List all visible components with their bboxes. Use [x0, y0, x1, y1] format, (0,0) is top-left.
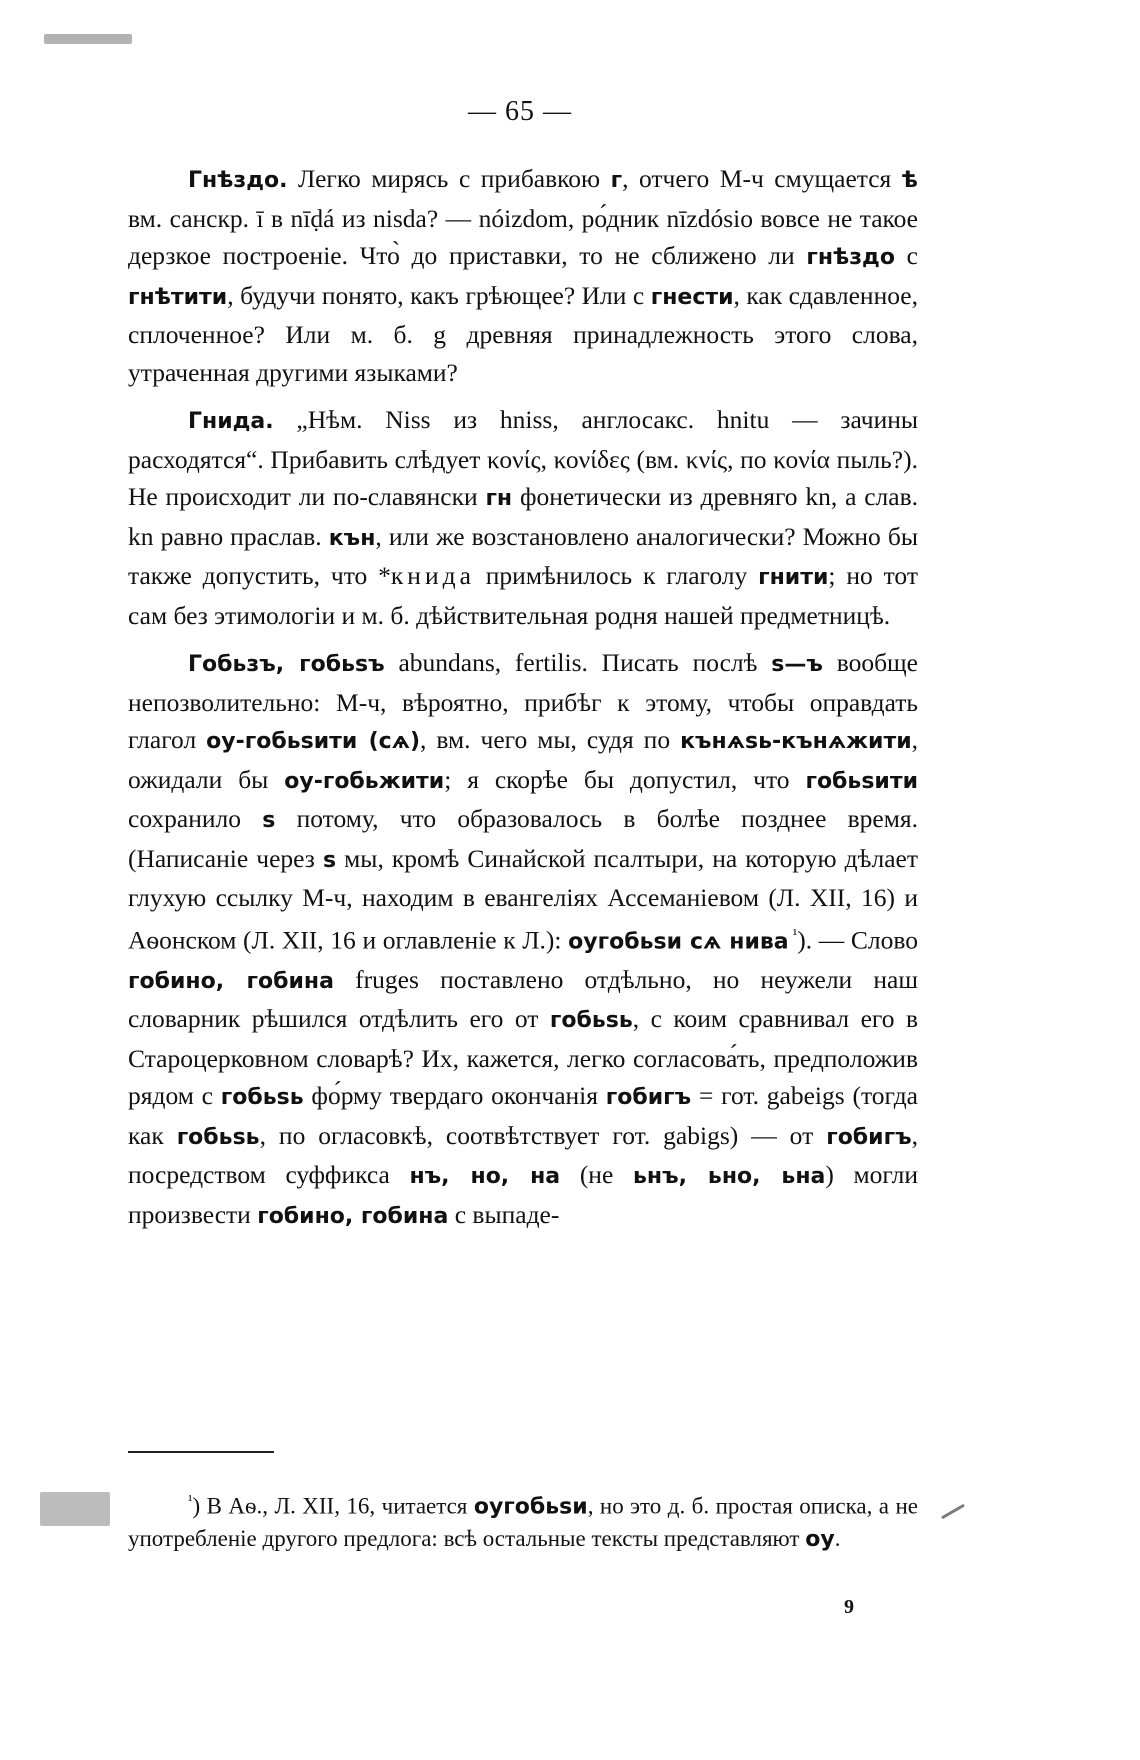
- church-slavonic-term: гн: [485, 486, 513, 511]
- text-run: fruges поставлено отдѣльно, но неужели наш словарник рѣшился отдѣлить его от: [128, 964, 918, 1033]
- church-slavonic-term: ѕ—ъ: [771, 652, 823, 677]
- church-slavonic-term: гобигъ: [826, 1124, 912, 1150]
- text-run: примѣнилось к глаголу: [474, 561, 759, 590]
- text-run: , посредством суффикса: [128, 1120, 918, 1189]
- body-text: [128, 160, 918, 1245]
- church-slavonic-term: ѕ: [262, 808, 276, 833]
- church-slavonic-term: гобьѕь: [549, 1008, 633, 1033]
- signature-mark: 9: [844, 1596, 854, 1618]
- church-slavonic-term: оу-гобьѕити (сѧ): [206, 729, 421, 754]
- church-slavonic-term: ѣ: [901, 168, 918, 193]
- church-slavonic-term: г: [610, 168, 623, 193]
- entry-gnida: [128, 401, 918, 634]
- text-run: фо́рму твердаго окончанія: [303, 1081, 606, 1110]
- church-slavonic-term: гнести: [650, 284, 734, 310]
- text-run: , отчего М-ч смущается: [622, 164, 902, 193]
- church-slavonic-term: оугобьѕи: [473, 1494, 588, 1520]
- footnote-marker: ¹: [188, 1493, 193, 1509]
- scan-noise-top-left: [44, 34, 132, 44]
- text-run: , но это д. б. простая описка, а не употребленіе другого предлога: всѣ остальные тексты представляют: [128, 1493, 918, 1551]
- text-run: ) В Аѳ., Л. XII, 16, читается: [192, 1493, 474, 1519]
- church-slavonic-term: оу: [805, 1526, 835, 1552]
- footnote: [128, 1486, 918, 1555]
- text-run: , ожидали бы: [128, 725, 919, 794]
- scan-mark-bottom-right: [941, 1504, 965, 1520]
- church-slavonic-term: оугобьѕи сѧ нива: [568, 929, 789, 954]
- text-run: ) могли произвести: [128, 1160, 918, 1229]
- church-slavonic-term: нъ, но, на: [409, 1164, 561, 1189]
- text-run: с: [894, 241, 918, 270]
- scan-noise-bottom-left: [40, 1492, 110, 1526]
- text-run: вообще непозволительно: М-ч, вѣроятно, прибѣг к этому, чтобы оправдать глагол: [128, 648, 919, 754]
- text-run: вм. санскр. ī в nīḍá из nisda? — nóizdom, ро́дник nīzdósio вовсе не такое дерзкое построеніе. Что̀ до приставки, то не сближено ли: [128, 203, 918, 270]
- text-run: „Нѣм. Niss из hniss, англосакс. hnitu — зачины расходятся“. Прибавить слѣдует κονίς, κονίδες (вм. κνίς, по κονία пыль?). Не происходит ли по-славянски: [128, 405, 918, 511]
- text-run: .: [834, 1525, 841, 1551]
- footnote-divider: [128, 1451, 274, 1453]
- church-slavonic-term: гобино, гобина: [257, 1203, 449, 1229]
- spaced-term: книда: [390, 561, 475, 590]
- text-run: = гот. gabeigs (тогда как: [128, 1081, 918, 1150]
- church-slavonic-term: гобино, гобина: [128, 968, 334, 994]
- text-run: с выпаде-: [448, 1199, 560, 1229]
- footnote-marker: ¹: [788, 926, 798, 943]
- entry-gnezdo: [128, 160, 918, 391]
- church-slavonic-term: гобигъ: [605, 1085, 692, 1110]
- text-run: , вм. чего мы, судя по: [420, 725, 681, 754]
- church-slavonic-term: Гобьзъ, гобьѕъ: [188, 652, 385, 677]
- church-slavonic-term: гнѣздо: [806, 245, 895, 270]
- text-run: , будучи понято, какъ грѣющее? Или с: [227, 280, 651, 310]
- church-slavonic-term: гобьѕь: [220, 1085, 304, 1110]
- text-run: Легко мирясь с прибавкою: [287, 164, 611, 193]
- text-run: , как сдавленное, сплоченное? Или м. б. g древняя принадлежность этого слова, утраченная другими языками?: [128, 280, 918, 387]
- text-run: ). — Слово: [797, 925, 918, 954]
- church-slavonic-term: гобьѕь: [176, 1124, 260, 1150]
- church-slavonic-term: Гнида.: [188, 409, 274, 434]
- page-number: — 65 —: [468, 96, 572, 127]
- text-run: ; я скорѣе бы допустил, что: [444, 764, 806, 794]
- text-run: , или же возстановлено аналогически? Можно бы также допустить, что *: [128, 521, 918, 590]
- church-slavonic-term: гобьѕити: [805, 768, 919, 794]
- text-run: сохранило: [128, 804, 263, 833]
- text-run: мы, кромѣ Синайской псалтыри, на которую дѣлает глухую ссылку М-ч, находим в евангеліях Ассеманіевом (Л. XII, 16) и Аѳонском (Л. XII, 16 и оглавленіе к Л.):: [128, 843, 918, 954]
- church-slavonic-term: оу-гобьжити: [284, 768, 445, 794]
- text-run: потому, что образовалось в болѣе позднее время. (Написаніе через: [128, 804, 918, 873]
- church-slavonic-term: кън: [328, 525, 376, 551]
- entry-gobz: [128, 644, 918, 1235]
- church-slavonic-term: гнити: [758, 565, 829, 590]
- text-run: abundans, fertilis. Писать послѣ: [384, 648, 772, 677]
- church-slavonic-term: ьнъ, ьно, ьна: [632, 1164, 826, 1189]
- text-run: , по огласовкѣ, соотвѣтствует гот. gabigs) — от: [259, 1120, 827, 1150]
- text-run: (не: [560, 1160, 633, 1189]
- church-slavonic-term: ѕ: [322, 847, 337, 873]
- text-run: ; но тот сам без этимологіи и м. б. дѣйствительная родня нашей предметницѣ.: [128, 561, 918, 630]
- church-slavonic-term: кънѧѕь-кънѧжити: [680, 729, 912, 754]
- text-run: фонетически из древняго kn, а слав. kn равно праслав.: [128, 482, 918, 551]
- church-slavonic-term: Гнѣздо.: [188, 168, 288, 193]
- text-run: , с коим сравнивал его в Староцерковном словарѣ? Их, кажется, легко согласова́ть, предположив рядом с: [128, 1004, 918, 1110]
- church-slavonic-term: гнѣтити: [128, 284, 228, 310]
